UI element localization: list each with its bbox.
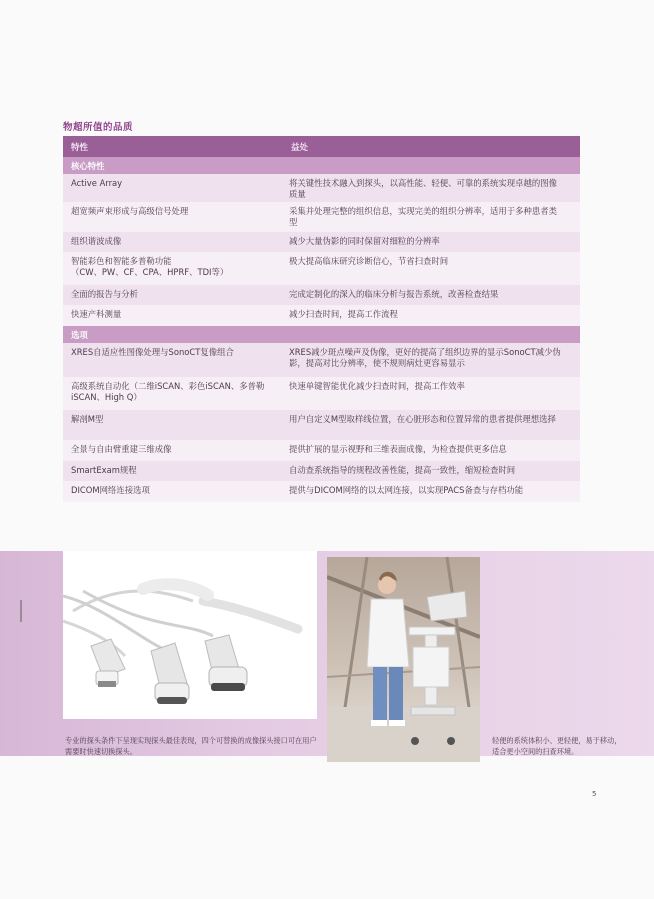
table-row bbox=[63, 305, 580, 326]
feature-cell: DICOM网络连接选项 bbox=[71, 485, 150, 495]
benefit-cell: 自动查系统指导的规程改善性能，提高一致性，缩短检查时间 bbox=[289, 465, 516, 475]
benefit-cell: 减少大量伪影的同时保留对细粒的分辨率 bbox=[289, 236, 440, 246]
section-options: 选项 bbox=[63, 326, 580, 343]
feature-cell: 高级系统自动化（二维iSCAN、彩色iSCAN、多普勒iSCAN、High Q） bbox=[71, 381, 265, 402]
table-row bbox=[63, 174, 580, 202]
section-core: 核心特性 bbox=[63, 157, 580, 174]
benefit-cell: 快速单键智能优化减少扫查时间，提高工作效率 bbox=[289, 381, 465, 391]
feature-cell: 全面的报告与分析 bbox=[71, 289, 138, 299]
transducers-illustration bbox=[63, 551, 317, 719]
clinician-cart-illustration bbox=[327, 557, 480, 762]
feature-cell: 解剖M型 bbox=[71, 414, 104, 424]
feature-table bbox=[63, 136, 580, 502]
table-row bbox=[63, 461, 580, 481]
feature-cell: XRES自适应性图像处理与SonoCT复像组合 bbox=[71, 347, 234, 357]
margin-mark bbox=[20, 600, 22, 622]
benefit-cell: 采集并处理完整的组织信息，实现完美的组织分辨率，适用于多种患者类型 bbox=[289, 206, 557, 227]
table-row bbox=[63, 343, 580, 377]
table-row bbox=[63, 232, 580, 252]
table-row bbox=[63, 202, 580, 232]
benefit-cell: XRES减少斑点噪声及伪像，更好的提高了组织边界的显示SonoCT减少伪影，提高对比分辨率，使不规则病灶更容易显示 bbox=[289, 347, 561, 368]
table-row bbox=[63, 377, 580, 410]
transducers-photo bbox=[63, 551, 317, 719]
feature-cell: 智能彩色和智能多普勒功能 （CW、PW、CF、CPA、HPRF、TDI等） bbox=[71, 256, 229, 277]
benefit-cell: 完成定制化的深入的临床分析与报告系统，改善检查结果 bbox=[289, 289, 499, 299]
feature-cell: Active Array bbox=[71, 178, 123, 188]
cart-caption: 轻便的系统体积小、更轻便，易于移动，适合更小空间的扫查环境。 bbox=[492, 736, 622, 756]
transducers-caption: 专业的探头条件下呈现实现探头最佳表现，四个可替换的成像探头接口可在用户需要时快速切换探头。 bbox=[65, 736, 317, 756]
page-number: 5 bbox=[592, 790, 597, 798]
benefit-cell: 提供与DICOM网络的以太网连接，以实现PACS备查与存档功能 bbox=[289, 485, 524, 495]
table-row bbox=[63, 440, 580, 461]
table-row bbox=[63, 410, 580, 440]
header-benefit: 益处 bbox=[291, 142, 309, 153]
feature-cell: 超宽频声束形成与高级信号处理 bbox=[71, 206, 189, 216]
table-row bbox=[63, 285, 580, 305]
benefit-cell: 极大提高临床研究诊断信心，节省扫查时间 bbox=[289, 256, 449, 266]
cart-photo bbox=[327, 557, 480, 762]
table-row bbox=[63, 481, 580, 502]
table-row bbox=[63, 252, 580, 285]
benefit-cell: 将关键性技术融入到探头，以高性能、轻便、可靠的系统实现卓越的图像质量 bbox=[289, 178, 557, 199]
feature-cell: SmartExam规程 bbox=[71, 465, 137, 475]
benefit-cell: 减少扫查时间，提高工作流程 bbox=[289, 309, 398, 319]
feature-cell: 快速产科测量 bbox=[71, 309, 122, 319]
header-feature: 特性 bbox=[71, 142, 89, 153]
benefit-cell: 提供扩展的显示视野和三维表面成像，为检查提供更多信息 bbox=[289, 444, 507, 454]
table-header bbox=[63, 136, 580, 157]
page-title: 物超所值的品质 bbox=[63, 122, 134, 133]
benefit-cell: 用户自定义M型取样线位置，在心脏形态和位置异常的患者提供理想选择 bbox=[289, 414, 556, 424]
feature-cell: 全景与自由臂重建三维成像 bbox=[71, 444, 172, 454]
feature-cell: 组织谐波成像 bbox=[71, 236, 122, 246]
